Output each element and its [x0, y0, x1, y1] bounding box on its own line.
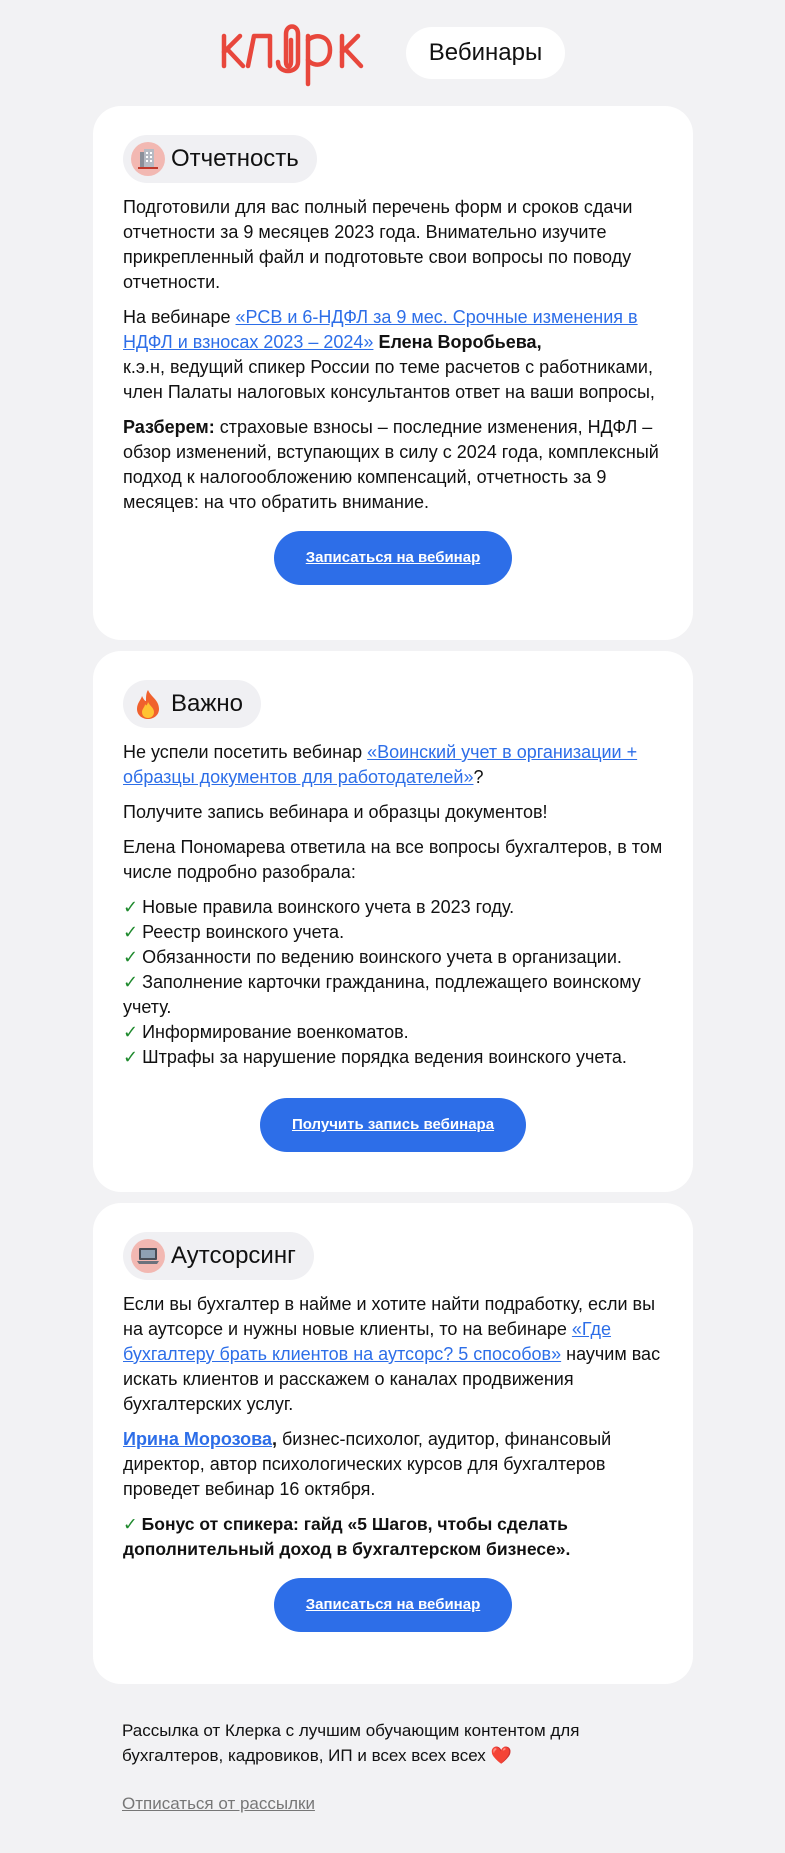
card-outsourcing: [93, 1203, 693, 1684]
text-prefix: Если вы бухгалтер в найме и хотите найти подработку, если вы на аутсорсе и нужны новые клиенты, то на вебинаре: [123, 1294, 656, 1339]
fire-icon: [131, 687, 165, 721]
card-reporting: [93, 106, 693, 640]
register-button[interactable]: Записаться на вебинар: [274, 1578, 512, 1632]
outsourcing-intro: [123, 1292, 663, 1417]
webinar-link[interactable]: «РСВ и 6-НДФЛ за 9 мес. Срочные изменения в НДФЛ и взносах 2023 – 2024»: [123, 307, 638, 352]
tag-label: Отчетность: [171, 145, 299, 172]
text-suffix: научим вас искать клиентов и расскажем о каналах продвижения бухгалтерских услуг.: [123, 1344, 661, 1414]
speaker-description: к.э.н, ведущий спикер России по теме расчетов с работниками, член Палаты налоговых консультантов ответ на ваши вопросы,: [123, 357, 655, 402]
get-record-button[interactable]: Получить запись вебинара: [260, 1098, 526, 1152]
bonus-label: Бонус от спикера: гайд «5 Шагов, чтобы сделать дополнительный доход в бухгалтерском бизнесе».: [123, 1514, 571, 1559]
outsourcing-webinar-link[interactable]: «Где бухгалтеру брать клиентов на аутсорс? 5 способов»: [123, 1319, 611, 1364]
topics-body: страховые взносы – последние изменения, НДФЛ – обзор изменений, вступающих в силу с 2024 года, комплексный подход к налогообложению компенсаций, отчетность за 9 месяцев: на что обратить внимание.: [123, 417, 659, 512]
check-icon: ✓: [123, 1047, 139, 1067]
check-icon: ✓: [123, 922, 139, 942]
text-prefix: Не успели посетить вебинар: [123, 742, 368, 762]
header: [0, 0, 785, 106]
unsubscribe-link[interactable]: Отписаться от рассылки: [122, 1794, 315, 1813]
speaker-name: Елена Воробьева,: [378, 332, 542, 352]
list-item: ✓ Обязанности по ведению воинского учета в организации.: [123, 947, 622, 967]
text-suffix: ?: [473, 767, 484, 787]
check-icon: ✓: [123, 1022, 139, 1042]
list-item: ✓ Новые правила воинского учета в 2023 году.: [123, 897, 515, 917]
tag-label: Аутсорсинг: [171, 1242, 296, 1269]
card-important: [93, 651, 693, 1192]
list-item: ✓ Штрафы за нарушение порядка ведения воинского учета.: [123, 1047, 627, 1067]
topics-text: [123, 415, 663, 515]
tag-important: [123, 680, 261, 728]
check-icon: ✓: [123, 897, 139, 917]
footer-text: Рассылка от Клерка с лучшим обучающим контентом для бухгалтеров, кадровиков, ИП и всех всех всех ❤️: [122, 1721, 580, 1765]
speaker-text: Елена Пономарева ответила на все вопросы бухгалтеров, в том числе подробно разобрала:: [123, 837, 663, 882]
list-item: ✓ Заполнение карточки гражданина, подлежащего воинскому учету.: [123, 972, 641, 1017]
tag-label: Важно: [171, 690, 244, 717]
webinar-text: [123, 305, 663, 405]
intro-text: Подготовили для вас полный перечень форм и сроков сдачи отчетности за 9 месяцев 2023 года. Внимательно изучите прикрепленный файл и подготовьте свои вопросы по поводу отчетности.: [123, 197, 633, 292]
missed-webinar-text: [123, 740, 663, 790]
building-icon: [131, 142, 165, 176]
military-webinar-link[interactable]: «Воинский учет в организации + образцы документов для работодателей»: [123, 742, 638, 787]
header-title: Вебинары: [406, 27, 565, 79]
klerk-logo[interactable]: [218, 22, 382, 88]
tag-outsourcing: [123, 1232, 314, 1280]
topics-checklist: [123, 895, 663, 1070]
heart-icon: ❤️: [490, 1746, 512, 1765]
check-icon: ✓: [123, 972, 139, 992]
topics-label: Разберем:: [123, 417, 215, 437]
speaker-link[interactable]: Ирина Морозова: [123, 1429, 272, 1449]
speaker-comma: ,: [271, 1429, 277, 1449]
footer: [122, 1718, 662, 1768]
text-prefix: На вебинаре: [123, 307, 236, 327]
tag-reporting: [123, 135, 317, 183]
check-icon: ✓: [123, 947, 139, 967]
get-record-text: Получите запись вебинара и образцы документов!: [123, 802, 548, 822]
bonus-text: [123, 1512, 663, 1562]
speaker-text: [123, 1427, 663, 1502]
laptop-icon: [131, 1239, 165, 1273]
register-button[interactable]: Записаться на вебинар: [274, 531, 512, 585]
list-item: ✓ Информирование военкоматов.: [123, 1022, 409, 1042]
speaker-description: бизнес-психолог, аудитор, финансовый директор, автор психологических курсов для бухгалтеров проведет вебинар 16 октября.: [123, 1429, 612, 1499]
list-item: ✓ Реестр воинского учета.: [123, 922, 345, 942]
check-icon: ✓: [123, 1514, 138, 1534]
